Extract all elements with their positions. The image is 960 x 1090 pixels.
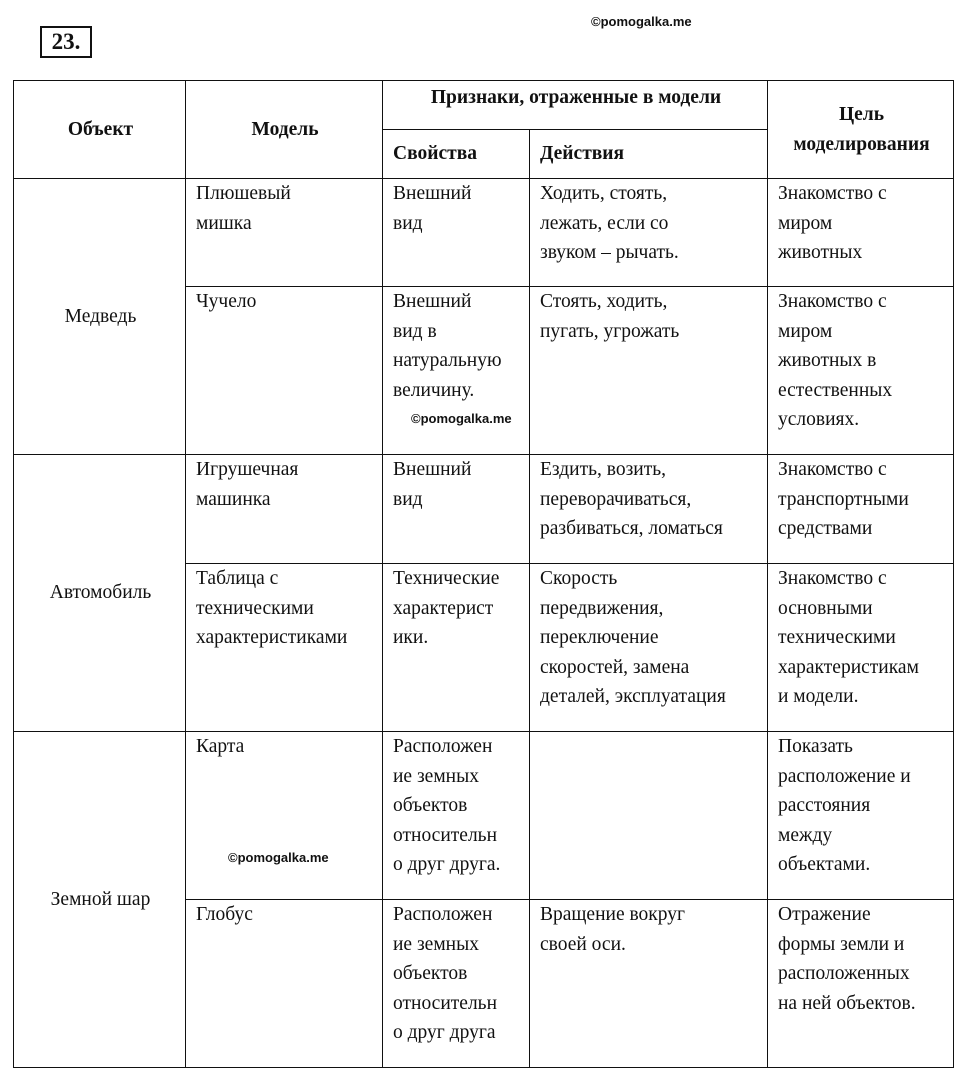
properties-cell: Внешний вид xyxy=(383,179,530,287)
task-number: 23. xyxy=(40,26,92,58)
watermark-middle: ©pomogalka.me xyxy=(411,411,512,426)
actions-cell: Ездить, возить, переворачиваться, разбиваться, ломаться xyxy=(530,455,768,564)
actions-cell: Вращение вокруг своей оси. xyxy=(530,900,768,1068)
header-features: Признаки, отраженные в модели xyxy=(383,81,768,130)
model-cell: Глобус xyxy=(186,900,383,1068)
properties-cell: Внешний вид в натуральную величину. xyxy=(383,287,530,455)
actions-cell: Ходить, стоять, лежать, если со звуком – рычать. xyxy=(530,179,768,287)
object-cell: Медведь xyxy=(14,179,186,455)
actions-cell: Стоять, ходить, пугать, угрожать xyxy=(530,287,768,455)
goal-cell: Знакомство с транспортными средствами xyxy=(768,455,954,564)
object-cell: Автомобиль xyxy=(14,455,186,732)
properties-cell: Расположен ие земных объектов относительн о друг друга. xyxy=(383,732,530,900)
goal-cell: Знакомство с миром животных xyxy=(768,179,954,287)
header-model: Модель xyxy=(186,81,383,179)
actions-cell: Скорость передвижения, переключение скоростей, замена деталей, эксплуатация xyxy=(530,564,768,732)
header-object: Объект xyxy=(14,81,186,179)
table-row xyxy=(14,732,954,900)
goal-cell: Показать расположение и расстояния между объектами. xyxy=(768,732,954,900)
actions-cell xyxy=(530,732,768,900)
header-properties: Свойства xyxy=(383,130,530,179)
watermark-bottom: ©pomogalka.me xyxy=(228,850,329,865)
model-cell: Карта xyxy=(186,732,383,900)
model-cell: Таблица с техническими характеристиками xyxy=(186,564,383,732)
table-row xyxy=(14,179,954,287)
properties-cell: Расположен ие земных объектов относительн о друг друга xyxy=(383,900,530,1068)
object-cell: Земной шар xyxy=(14,732,186,1068)
goal-cell: Знакомство с миром животных в естественных условиях. xyxy=(768,287,954,455)
properties-cell: Внешний вид xyxy=(383,455,530,564)
modeling-table xyxy=(13,80,954,1068)
model-cell: Игрушечная машинка xyxy=(186,455,383,564)
table-row xyxy=(14,455,954,564)
model-cell: Чучело xyxy=(186,287,383,455)
watermark-top: ©pomogalka.me xyxy=(591,14,692,29)
goal-cell: Отражение формы земли и расположенных на ней объектов. xyxy=(768,900,954,1068)
properties-cell: Технические характерист ики. xyxy=(383,564,530,732)
header-goal: Цель моделирования xyxy=(768,81,954,179)
goal-cell: Знакомство с основными техническими характеристикам и модели. xyxy=(768,564,954,732)
header-actions: Действия xyxy=(530,130,768,179)
model-cell: Плюшевый мишка xyxy=(186,179,383,287)
